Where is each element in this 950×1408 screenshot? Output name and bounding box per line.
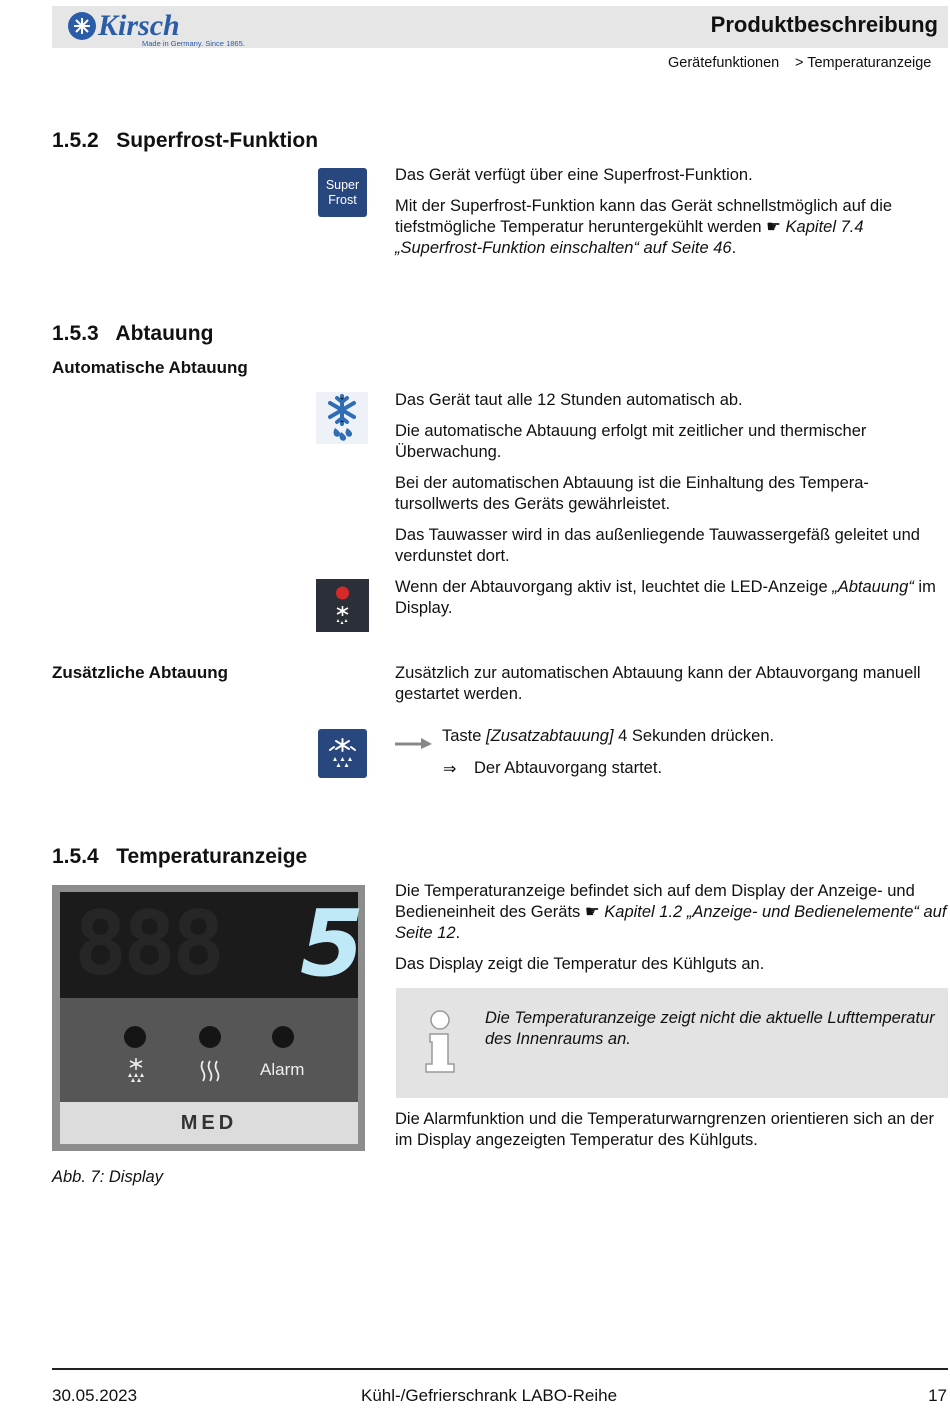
- heating-led: [199, 1026, 221, 1048]
- s152-p1: Das Gerät verfügt über eine Superfrost-Funktion.: [395, 166, 753, 184]
- s153-p4: Das Tauwasser wird in das außenliegende Tauwassergefäß geleitet und verdunstet dort.: [395, 526, 920, 565]
- info-note: [396, 988, 948, 1098]
- note-text: Die Temperaturanzeige zeigt nicht die aktuelle Lufttemperatur des Innenraums an.: [485, 1009, 935, 1048]
- display-brand: MED: [180, 1112, 238, 1134]
- footer-product: Kühl-/Gefrierschrank LABO-Reihe: [361, 1386, 618, 1405]
- defrost-symbol-icon: [122, 1056, 150, 1084]
- snowflake-icon: [316, 392, 368, 444]
- heading-1-5-3: 1.5.3 Abtauung: [52, 322, 214, 345]
- display-digit: 5: [300, 890, 365, 997]
- info-icon: [420, 1008, 460, 1074]
- heading-1-5-2: 1.5.2 Superfrost-Funktion: [52, 129, 319, 152]
- footer-date: 30.05.2023: [52, 1386, 138, 1405]
- kirsch-logo: [62, 6, 252, 48]
- heading-1-5-4: 1.5.4 Temperaturanzeige: [52, 845, 308, 868]
- footer-rule: [52, 1368, 948, 1370]
- step-instruction: Taste [Zusatzabtauung] 4 Sekunden drücken.: [442, 727, 775, 745]
- crossref-link[interactable]: Kapitel 1.2 „Anzeige- und Bedienelemente“ auf Seite 12: [395, 903, 947, 942]
- s154-p3: Die Alarmfunktion und die Temperaturwarngrenzen orientieren sich an der im Display angezeigten Temperatur des Kühlguts.: [395, 1110, 934, 1149]
- s153-p2: Die automatische Abtauung erfolgt mit zeitlicher und thermischer Überwachung.: [395, 422, 867, 461]
- footer-page-number: 17: [928, 1386, 947, 1405]
- page-section-title: Produktbeschreibung: [710, 12, 938, 37]
- link-arrow-icon: ☛: [766, 218, 786, 236]
- s154-p2: Das Display zeigt die Temperatur des Kühlguts an.: [395, 955, 765, 973]
- logo-tagline: Made in Germany. Since 1865.: [142, 39, 245, 48]
- s152-p2: Mit der Superfrost-Funktion kann das Gerät schnellstmöglich auf die tiefstmögliche Temperatur heruntergekühlt werden ☛ Kapitel 7.4 „Superfrost-Funktion einschalten“ auf Seite 46.: [395, 197, 893, 257]
- superfrost-icon: Super Frost: [318, 168, 367, 217]
- alarm-led: [272, 1026, 294, 1048]
- extra-defrost-button-icon: [318, 729, 367, 778]
- link-arrow-icon: ☛: [584, 903, 605, 921]
- breadcrumb-1: Gerätefunktionen: [668, 55, 780, 71]
- defrost-led-icon: [316, 579, 369, 632]
- display-panel: [60, 998, 358, 1102]
- display-screen: [60, 890, 365, 998]
- display-photo: [52, 885, 365, 1151]
- s153-p5: Wenn der Abtauvorgang aktiv ist, leuchtet die LED-Anzeige „Abtauung“ im Display.: [395, 578, 936, 617]
- step-result: Der Abtauvorgang startet.: [474, 759, 663, 777]
- result-arrow-icon: ⇒: [443, 761, 457, 778]
- s153-p1: Das Gerät taut alle 12 Stunden automatisch ab.: [395, 391, 743, 409]
- subheading-auto-defrost: Automatische Abtauung: [52, 358, 248, 377]
- defrost-led: [124, 1026, 146, 1048]
- s154-p1: Die Temperaturanzeige befindet sich auf dem Display der Anzeige- und Bedieneinheit des Geräts ☛ Kapitel 1.2 „Anzeige- und Bedienelemente“ auf Seite 12.: [395, 882, 947, 942]
- display-ghost-segments: 888: [74, 892, 221, 995]
- crossref-link[interactable]: Kapitel 7.4 „Superfrost-Funktion einschalten“ auf Seite 46: [395, 218, 864, 257]
- display-brand-strip: [60, 1102, 358, 1144]
- breadcrumb-2: > Temperaturanzeige: [795, 55, 932, 71]
- heating-symbol-icon: [198, 1058, 222, 1084]
- subheading-extra-defrost: Zusätzliche Abtauung: [52, 663, 228, 682]
- logo-text: Kirsch: [98, 9, 180, 42]
- s153-p3: Bei der automatischen Abtauung ist die Einhaltung des Temperatursollwerts des Geräts gewährleistet.: [395, 474, 869, 513]
- alarm-label: Alarm: [260, 1060, 305, 1079]
- figure-caption: Abb. 7: Display: [52, 1168, 163, 1186]
- s153-p6: Zusätzlich zur automatischen Abtauung kann der Abtauvorgang manuell gestartet werden.: [395, 664, 921, 703]
- step-arrow-icon: [395, 735, 433, 749]
